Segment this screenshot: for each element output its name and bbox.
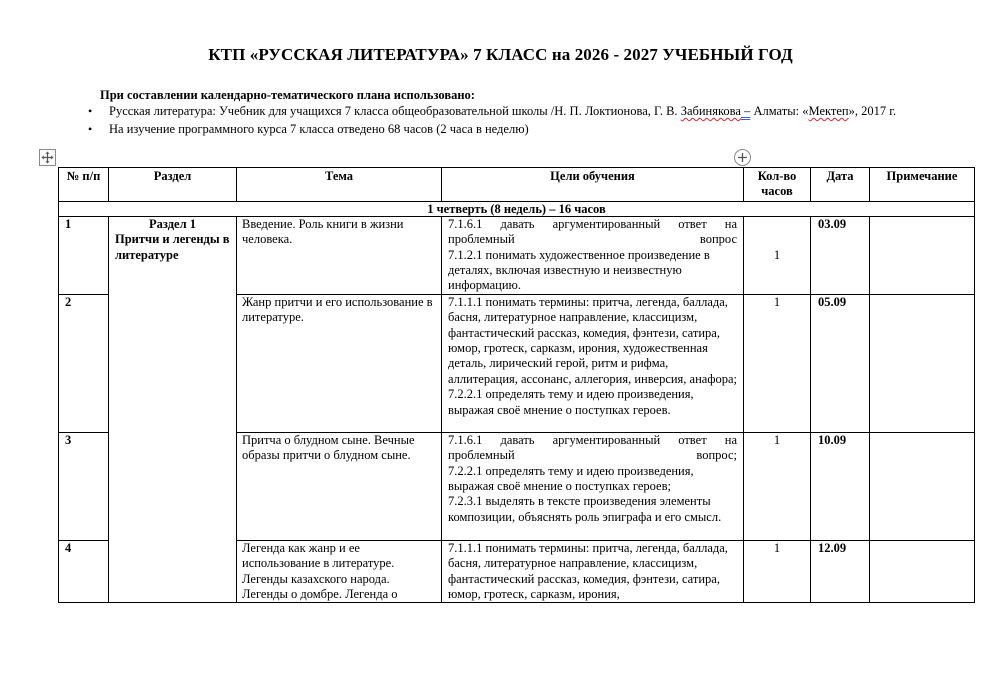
move-cross-arrows-icon [41, 151, 54, 164]
ktp-table [58, 167, 975, 603]
date-cell: 05.09 [811, 294, 870, 432]
date-cell: 10.09 [811, 432, 870, 540]
list-item-text: На изучение программного курса 7 класса отведено 68 часов (2 часа в неделю) [109, 122, 529, 136]
hours-cell: 1 [744, 540, 811, 603]
page-title: КТП «РУССКАЯ ЛИТЕРАТУРА» 7 КЛАСС на 2026 - 2027 УЧЕБНЫЙ ГОД [208, 45, 793, 64]
topic-cell: Притча о блудном сыне. Вечные образы притчи о блудном сыне. [237, 432, 442, 540]
hours-cell: 1 [744, 294, 811, 432]
row-num: 2 [59, 294, 109, 432]
bullet-icon: • [88, 122, 93, 136]
goals-cell [442, 432, 744, 540]
hours-cell: 1 [744, 216, 811, 294]
goals-cell [442, 294, 744, 432]
list-item-text: Русская литература: Учебник для учащихся 7 класса общеобразовательной школы /Н. П. Локтионова, Г. В. Забинякова – Алматы: «Мектеп», 2017 г. [109, 104, 897, 118]
goal-text: 7.1.6.1 давать аргументированный ответ на проблемный вопрос; [448, 432, 737, 463]
date-cell: 12.09 [811, 540, 870, 603]
intro-text: При составлении календарно-тематического плана использовано: [100, 88, 475, 102]
header-topic: Тема [237, 168, 442, 202]
hours-cell: 1 [744, 432, 811, 540]
note-cell[interactable] [870, 294, 975, 432]
table-move-handle[interactable] [39, 149, 56, 166]
quarter-row [59, 201, 975, 216]
header-hours: Кол-во часов [744, 168, 811, 202]
note-cell[interactable] [870, 432, 975, 540]
goal-text: 7.1.2.1 понимать художественное произведение в деталях, включая известную и неизвестную информацию. [448, 247, 710, 293]
spell-error-word[interactable]: Забинякова [680, 104, 741, 118]
header-date: Дата [811, 168, 870, 202]
note-cell[interactable] [870, 216, 975, 294]
goal-text: 7.1.6.1 давать аргументированный ответ на проблемный вопрос [448, 216, 737, 247]
header-section: Раздел [109, 168, 237, 202]
goals-cell [442, 540, 744, 603]
header-goals: Цели обучения [442, 168, 744, 202]
section-number: Раздел 1 [149, 216, 196, 231]
header-note: Примечание [870, 168, 975, 202]
note-cell[interactable] [870, 540, 975, 603]
quarter-label: 1 четверть (8 недель) – 16 часов [59, 201, 975, 216]
list-item [88, 122, 968, 136]
goal-text: 7.2.2.1 определять тему и идею произведения, выражая своё мнение о поступках героев. [448, 387, 694, 417]
plus-circle-icon [737, 152, 748, 163]
header-num: № п/п [59, 168, 109, 202]
topic-cell: Введение. Роль книги в жизни человека. [237, 216, 442, 294]
sources-list [88, 104, 968, 136]
list-item [88, 104, 968, 118]
goal-text: 7.2.3.1 выделять в тексте произведения элементы композиции, объяснять роль эпиграфа и его смысл. [448, 494, 722, 524]
goal-text: 7.2.2.1 определять тему и идею произведения, выражая своё мнение о поступках героев; [448, 463, 694, 494]
row-num: 3 [59, 432, 109, 540]
row-num: 1 [59, 216, 109, 294]
section-cell [109, 216, 237, 603]
topic-cell: Жанр притчи и его использование в литературе. [237, 294, 442, 432]
grammar-error-mark[interactable]: – [744, 104, 751, 118]
row-num: 4 [59, 540, 109, 603]
date-cell: 03.09 [811, 216, 870, 294]
table-header-row [59, 168, 975, 202]
goal-text: 7.1.1.1 понимать термины: притча, легенда, баллада, басня, литературное направление, классицизм, фантастический рассказ, комедия, фэнтези, сатира, юмор, гротеск, сарказм, ирония, [448, 540, 728, 602]
table-row [59, 216, 975, 294]
goal-text: 7.1.1.1 понимать термины: притча, легенда, баллада, басня, литературное направление, классицизм, фантастический рассказ, комедия, фэнтези, сатира, юмор, гротеск, сарказм, ирония, художественная деталь, лирический герой, ритм и рифма, аллитерация, ассонанс, аллегория, инверсия, анафора; [448, 294, 737, 386]
bullet-icon: • [88, 104, 93, 118]
goals-cell [442, 216, 744, 294]
insert-column-handle[interactable] [734, 149, 751, 166]
topic-cell: Легенда как жанр и ее использование в литературе. Легенды казахского народа. Легенды о домбре. Легенда о [237, 540, 442, 603]
section-title: Притчи и легенды в литературе [115, 232, 230, 262]
spell-error-word[interactable]: Мектеп [808, 104, 849, 118]
